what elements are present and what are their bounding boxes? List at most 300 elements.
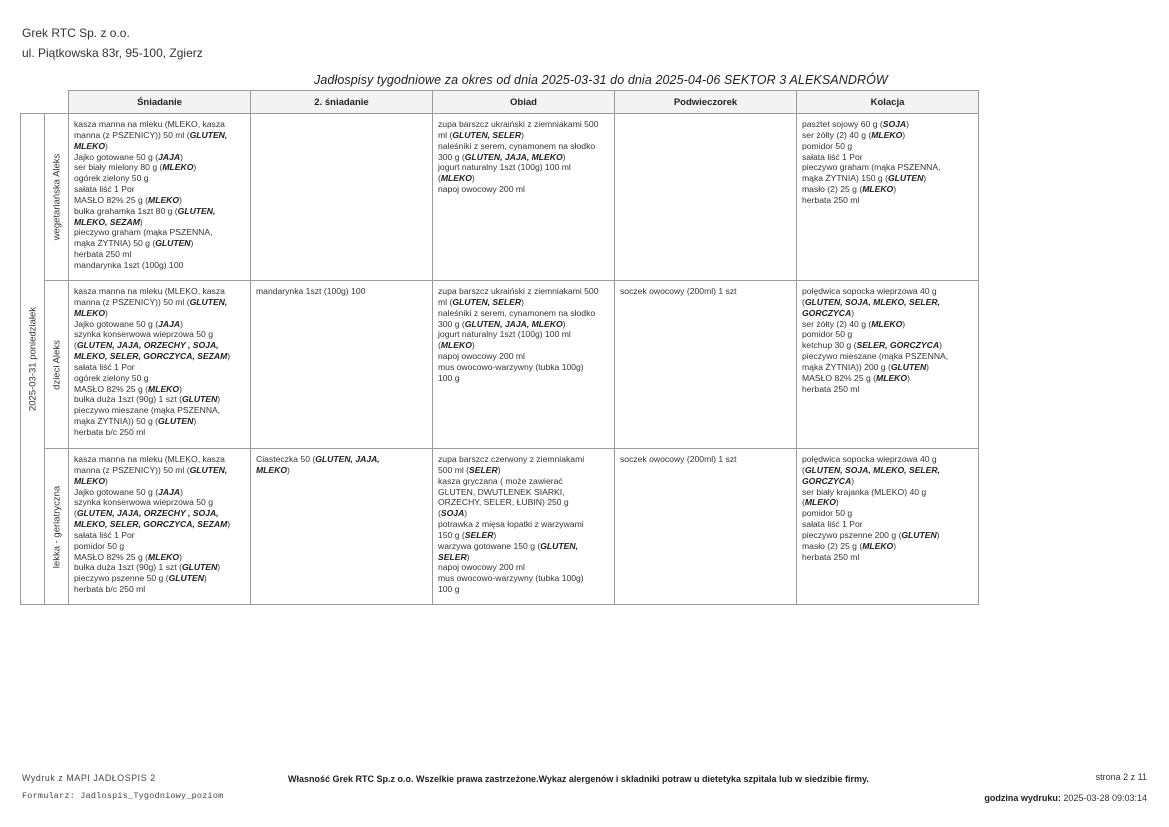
- meal-text: 300 g (: [438, 151, 465, 162]
- meal-text: potrawka z mięsa łopatki z warzywami: [438, 519, 584, 530]
- diet-row: [21, 114, 979, 281]
- meal-cell: [433, 281, 615, 449]
- allergen-text: JAJA: [158, 486, 181, 497]
- meal-text: bułka grahamka 1szt 80 g (: [74, 205, 178, 216]
- meal-text: polędwica sopocka wieprzowa 40 g: [802, 454, 937, 464]
- weekly-menu-table: [20, 90, 979, 605]
- meal-text: Jajko gotowane 50 g (: [74, 486, 159, 497]
- meal-text: szynka konserwowa wieprzowa 50 g: [74, 329, 213, 340]
- meal-text: Jajko gotowane 50 g (: [74, 318, 159, 329]
- meal-text: ): [562, 318, 566, 329]
- meal-text: sałata liść 1 Por: [802, 519, 863, 530]
- meal-text: ): [105, 475, 108, 486]
- meal-line: [438, 362, 610, 373]
- meal-cell: [433, 449, 615, 605]
- meal-text: ): [936, 529, 940, 540]
- meal-line: [256, 286, 428, 297]
- meal-text: 150 g (: [438, 529, 465, 540]
- print-time-value: 2025-03-28 09:03:14: [1063, 793, 1147, 803]
- meal-line: [438, 373, 610, 384]
- allergen-text: MLEKO: [74, 475, 106, 486]
- meal-line: [438, 573, 610, 584]
- allergen-text: GLUTEN,: [177, 205, 216, 216]
- meal-text: naleśniki z serem, cynamonem na słodko: [438, 140, 596, 151]
- meal-text: (: [802, 497, 805, 508]
- meal-text: sałata liść 1 Por: [74, 361, 135, 372]
- meal-line: [438, 487, 610, 498]
- meal-line: [438, 173, 610, 184]
- meal-line: [802, 465, 974, 476]
- meal-text: ): [471, 173, 475, 184]
- meal-line: [74, 195, 246, 206]
- meal-line: [74, 152, 246, 163]
- meal-text: ): [851, 475, 855, 486]
- meal-line: [802, 329, 974, 340]
- meal-line: [74, 465, 246, 476]
- meal-line: [620, 286, 792, 297]
- allergen-text: GLUTEN, SOJA, MLEKO, SELER,: [804, 296, 940, 307]
- meal-line: [802, 351, 974, 362]
- meal-line: [256, 454, 428, 465]
- allergen-text: MLEKO: [162, 162, 194, 173]
- column-header: 2. śniadanie: [251, 91, 433, 114]
- print-source: Wydruk z MAPI JADŁOSPIS 2: [22, 773, 156, 783]
- meal-text: ORZECHY, SELER, ŁUBIN) 250 g: [438, 497, 569, 508]
- meal-line: [438, 519, 610, 530]
- column-header: Kolacja: [797, 91, 979, 114]
- meal-text: ): [105, 140, 108, 151]
- meal-line: [74, 329, 246, 340]
- meal-text: ketchup 30 g (: [802, 340, 857, 351]
- meal-text: mus owocowo-warzywny (tubka 100g): [438, 361, 584, 372]
- diet-name-cell: [45, 281, 69, 449]
- meal-line: [802, 530, 974, 541]
- meal-text: soczek owocowy (200ml) 1 szt: [620, 454, 737, 464]
- meal-line: [802, 476, 974, 487]
- meal-line: [438, 141, 610, 152]
- page-number: strona 2 z 11: [1095, 772, 1147, 782]
- allergen-text: MLEKO: [862, 540, 894, 551]
- meal-text: ): [497, 464, 501, 475]
- allergen-text: MLEKO: [871, 318, 903, 329]
- allergen-text: SELER, GORCZYCA: [856, 340, 940, 351]
- meal-cell: [69, 449, 251, 605]
- meal-line: [438, 297, 610, 308]
- allergen-text: MLEKO: [256, 464, 288, 475]
- meal-line: [74, 541, 246, 552]
- meal-line: [802, 286, 974, 297]
- meal-line: [438, 308, 610, 319]
- meal-text: ser żółty (2) 40 g (: [802, 129, 872, 140]
- company-address: ul. Piątkowska 83r, 95-100, Zgierz: [22, 46, 203, 60]
- meal-line: [74, 427, 246, 438]
- meal-text: MASŁO 82% 25 g (: [74, 194, 149, 205]
- meal-text: ): [227, 351, 231, 362]
- meal-text: herbata b/c 250 ml: [74, 426, 146, 437]
- allergen-text: GLUTEN: [168, 573, 204, 584]
- meal-text: herbata b/c 250 ml: [74, 584, 146, 595]
- meal-text: herbata 250 ml: [802, 383, 860, 394]
- meal-text: mus owocowo-warzywny (tubka 100g): [438, 573, 584, 584]
- meal-text: MASŁO 82% 25 g (: [74, 551, 149, 562]
- meal-text: jogurt naturalny 1szt (100g) 100 ml: [438, 329, 571, 340]
- meal-line: [74, 416, 246, 427]
- meal-text: mąka ŻYTNIA) 150 g (: [802, 173, 888, 184]
- meal-text: zupa barszcz ukraiński z ziemniakami 500: [438, 119, 599, 129]
- allergen-text: MLEKO: [876, 372, 908, 383]
- meal-text: (: [802, 296, 805, 307]
- meal-line: [802, 497, 974, 508]
- meal-line: [802, 508, 974, 519]
- allergen-text: GLUTEN: [155, 238, 191, 249]
- meal-text: 500 ml (: [438, 464, 470, 475]
- meal-line: [802, 519, 974, 530]
- meal-text: pieczywo mieszane (mąka PSZENNA,: [802, 351, 949, 362]
- meal-text: ): [562, 151, 566, 162]
- meal-text: napoj owocowy 200 ml: [438, 562, 525, 573]
- meal-text: bułka duża 1szt (90g) 1 szt (: [74, 394, 182, 405]
- meal-cell: [69, 281, 251, 449]
- allergen-text: MLEKO: [871, 129, 903, 140]
- meal-text: ): [203, 573, 207, 584]
- meal-line: [74, 162, 246, 173]
- allergen-text: GLUTEN,: [189, 129, 228, 140]
- meal-line: [438, 454, 610, 465]
- meal-cell: [251, 114, 433, 281]
- meal-text: pomidor 50 g: [802, 329, 853, 340]
- allergen-text: GLUTEN: [901, 529, 937, 540]
- meal-text: ser żółty (2) 40 g (: [802, 318, 872, 329]
- meal-line: [74, 508, 246, 519]
- allergen-text: GLUTEN: [181, 562, 218, 573]
- allergen-text: MLEKO: [74, 140, 106, 151]
- meal-line: [438, 286, 610, 297]
- meal-text: pieczywo graham (mąka PSZENNA,: [802, 162, 941, 173]
- allergen-text: JAJA: [158, 151, 181, 162]
- meal-cell: [797, 281, 979, 449]
- allergen-text: GLUTEN: [181, 394, 218, 405]
- meal-text: herbata 250 ml: [802, 551, 860, 562]
- meal-text: (: [438, 508, 441, 519]
- allergen-text: GORCZYCA: [802, 307, 852, 318]
- meal-text: ): [893, 184, 897, 195]
- meal-line: [802, 173, 974, 184]
- meal-text: ): [835, 497, 839, 508]
- meal-text: pieczywo graham (mąka PSZENNA,: [74, 227, 213, 238]
- allergen-text: GLUTEN: [158, 416, 194, 427]
- meal-text: MASŁO 82% 25 g (: [74, 383, 149, 394]
- allergen-text: MLEKO: [148, 551, 180, 562]
- meal-text: ): [190, 238, 194, 249]
- meal-text: sałata liść 1 Por: [802, 151, 863, 162]
- meal-text: 300 g (: [438, 318, 465, 329]
- meal-line: [438, 476, 610, 487]
- meal-text: ): [521, 296, 524, 307]
- meal-line: [74, 584, 246, 595]
- meal-text: ): [139, 216, 143, 227]
- meal-text: ): [287, 464, 290, 475]
- allergen-text: GORCZYCA: [802, 475, 852, 486]
- meal-text: bułka duża 1szt (90g) 1 szt (: [74, 562, 182, 573]
- meal-line: [74, 141, 246, 152]
- allergen-text: MLEKO: [148, 383, 180, 394]
- meal-line: [438, 340, 610, 351]
- meal-text: ser biały mielony 80 g (: [74, 162, 163, 173]
- meal-text: ): [493, 529, 497, 540]
- allergen-text: MLEKO, SEZAM: [74, 216, 140, 227]
- meal-line: [438, 584, 610, 595]
- meal-line: [802, 184, 974, 195]
- meal-text: ): [179, 551, 182, 562]
- meal-text: masło (2) 25 g (: [802, 184, 863, 195]
- meal-line: [256, 465, 428, 476]
- meal-line: [438, 562, 610, 573]
- allergen-text: GLUTEN, JAJA, MLEKO: [464, 151, 563, 162]
- meal-text: ): [180, 151, 183, 162]
- meal-text: MASŁO 82% 25 g (: [802, 372, 877, 383]
- meal-line: [802, 130, 974, 141]
- meal-text: jogurt naturalny 1szt (100g) 100 ml: [438, 162, 571, 173]
- meal-line: [802, 487, 974, 498]
- meal-line: [802, 362, 974, 373]
- meal-line: [74, 497, 246, 508]
- meal-line: [802, 119, 974, 130]
- meal-text: ): [466, 551, 470, 562]
- meal-line: [74, 206, 246, 217]
- meal-text: kasza manna na mleku (MLEKO, kasza: [74, 454, 225, 464]
- meal-text: ): [464, 508, 468, 519]
- meal-text: ): [939, 340, 942, 351]
- meal-text: mandarynka 1szt (100g) 100: [74, 259, 184, 270]
- meal-line: [620, 454, 792, 465]
- meal-cell: [251, 281, 433, 449]
- header-spacer: [45, 91, 69, 114]
- allergen-text: GLUTEN,: [189, 464, 228, 475]
- allergen-text: GLUTEN, JAJA, MLEKO: [464, 318, 563, 329]
- meal-text: kasza manna na mleku (MLEKO, kasza: [74, 119, 225, 129]
- meal-line: [802, 152, 974, 163]
- allergen-text: SOJA: [882, 119, 907, 129]
- meal-text: pasztet sojowy 60 g (: [802, 119, 883, 129]
- meal-text: polędwica sopocka wieprzowa 40 g: [802, 286, 937, 296]
- meal-text: ): [902, 129, 906, 140]
- meal-line: [74, 308, 246, 319]
- meal-line: [74, 562, 246, 573]
- meal-text: naleśniki z serem, cynamonem na słodko: [438, 307, 596, 318]
- meal-text: sałata liść 1 Por: [74, 184, 135, 195]
- meal-text: ml (: [438, 129, 453, 140]
- allergen-text: JAJA: [158, 318, 181, 329]
- meal-text: ): [180, 486, 183, 497]
- meal-line: [74, 373, 246, 384]
- meal-line: [438, 552, 610, 563]
- meal-text: (: [438, 340, 441, 351]
- meal-text: (: [438, 173, 441, 184]
- meal-line: [74, 476, 246, 487]
- meal-line: [802, 384, 974, 395]
- allergen-text: MLEKO, SELER, GORCZYCA, SEZAM: [74, 351, 228, 362]
- meal-text: ): [217, 394, 221, 405]
- meal-line: [74, 519, 246, 530]
- meal-text: mąka ŻYTNIA)) 50 g (: [74, 416, 159, 427]
- meal-line: [74, 362, 246, 373]
- meal-text: pomidor 50 g: [802, 140, 853, 151]
- meal-text: pieczywo mieszane (mąka PSZENNA,: [74, 405, 221, 416]
- meal-line: [74, 530, 246, 541]
- meal-line: [438, 508, 610, 519]
- meal-text: pieczywo pszenne 50 g (: [74, 573, 169, 584]
- meal-text: ogórek zielony 50 g: [74, 372, 149, 383]
- table-header-row: [21, 91, 979, 114]
- meal-text: 100 g: [438, 372, 460, 383]
- meal-text: soczek owocowy (200ml) 1 szt: [620, 286, 737, 296]
- diet-row: [21, 449, 979, 605]
- print-timestamp: [984, 793, 1147, 803]
- meal-text: ml (: [438, 296, 453, 307]
- allergen-text: GLUTEN, SELER: [452, 129, 522, 140]
- meal-line: [74, 184, 246, 195]
- meal-line: [74, 297, 246, 308]
- meal-line: [438, 541, 610, 552]
- ownership-note: Własność Grek RTC Sp.z o.o. Wszelkie prawa zastrzeżone.Wykaz alergenów i skladniki potraw u dietetyka szpitala lub w siedzibie firmy.: [288, 774, 869, 784]
- meal-cell: [615, 114, 797, 281]
- meal-line: [74, 454, 246, 465]
- meal-text: ): [227, 519, 231, 530]
- meal-line: [438, 119, 610, 130]
- column-header: Obiad: [433, 91, 615, 114]
- meal-text: zupa barszcz czerwony z ziemniakami: [438, 454, 585, 464]
- meal-text: ): [906, 119, 910, 129]
- form-name: Formularz: Jadlospis_Tygodniowy_poziom: [22, 791, 224, 801]
- meal-text: sałata liść 1 Por: [74, 529, 135, 540]
- meal-line: [802, 308, 974, 319]
- meal-line: [802, 162, 974, 173]
- meal-text: zupa barszcz ukraiński z ziemniakami 500: [438, 286, 599, 296]
- meal-text: ): [521, 129, 524, 140]
- diet-name-cell: [45, 114, 69, 281]
- meal-line: [74, 217, 246, 228]
- allergen-text: GLUTEN, SELER: [452, 296, 522, 307]
- company-header: [22, 23, 203, 63]
- meal-text: herbata 250 ml: [74, 249, 132, 260]
- meal-text: warzywa gotowane 150 g (: [438, 540, 541, 551]
- meal-text: pomidor 50 g: [802, 508, 853, 519]
- allergen-text: GLUTEN, JAJA, ORZECHY , SOJA,: [76, 508, 219, 519]
- meal-line: [438, 319, 610, 330]
- meal-line: [74, 319, 246, 330]
- meal-text: (: [802, 464, 805, 475]
- allergen-text: MLEKO: [440, 173, 472, 184]
- meal-line: [74, 573, 246, 584]
- meal-text: ): [926, 361, 930, 372]
- meal-text: kasza gryczana ( może zawierać: [438, 475, 563, 486]
- allergen-text: SOJA: [440, 508, 465, 519]
- meal-line: [438, 329, 610, 340]
- diet-row: [21, 281, 979, 449]
- allergen-text: GLUTEN,: [540, 540, 578, 551]
- meal-cell: [797, 449, 979, 605]
- header-spacer: [21, 91, 45, 114]
- meal-cell: [797, 114, 979, 281]
- meal-text: herbata 250 ml: [802, 194, 860, 205]
- meal-line: [74, 394, 246, 405]
- meal-line: [74, 249, 246, 260]
- diet-name-cell: [45, 449, 69, 605]
- meal-text: ): [893, 540, 897, 551]
- meal-line: [74, 405, 246, 416]
- meal-text: ): [471, 340, 475, 351]
- meal-line: [802, 373, 974, 384]
- allergen-text: GLUTEN: [890, 361, 927, 372]
- meal-text: 100 g: [438, 584, 460, 595]
- meal-line: [802, 319, 974, 330]
- page-title: Jadłospisy tygodniowe za okres od dnia 2025-03-31 do dnia 2025-04-06 SEKTOR 3 ALEKSANDRÓW: [314, 73, 888, 87]
- meal-line: [74, 173, 246, 184]
- meal-line: [74, 340, 246, 351]
- meal-line: [438, 130, 610, 141]
- meal-line: [74, 238, 246, 249]
- allergen-text: SELER: [438, 551, 467, 562]
- meal-text: ): [193, 416, 197, 427]
- meal-text: ): [902, 318, 906, 329]
- meal-line: [802, 552, 974, 563]
- allergen-text: GLUTEN, JAJA, ORZECHY , SOJA,: [76, 340, 219, 351]
- meal-line: [74, 487, 246, 498]
- meal-text: napoj owocowy 200 ml: [438, 184, 525, 195]
- meal-line: [438, 351, 610, 362]
- allergen-text: SELER: [464, 529, 494, 540]
- day-date-cell: [21, 114, 45, 605]
- meal-text: Jajko gotowane 50 g (: [74, 151, 159, 162]
- allergen-text: GLUTEN, JAJA,: [315, 454, 380, 464]
- meal-line: [438, 465, 610, 476]
- print-time-label: godzina wydruku:: [984, 793, 1061, 803]
- meal-line: [74, 130, 246, 141]
- allergen-text: MLEKO: [862, 184, 894, 195]
- meal-text: ): [180, 318, 183, 329]
- meal-line: [802, 541, 974, 552]
- meal-text: manna (z PSZENICY)) 50 ml (: [74, 296, 190, 307]
- meal-text: mąka ŻYTNIA)) 200 g (: [802, 361, 891, 372]
- meal-text: ser biały krajanka (MLEKO) 40 g: [802, 486, 927, 497]
- meal-text: napoj owocowy 200 ml: [438, 351, 525, 362]
- meal-line: [74, 552, 246, 563]
- meal-text: masło (2) 25 g (: [802, 540, 863, 551]
- meal-cell: [251, 449, 433, 605]
- allergen-text: MLEKO: [74, 307, 106, 318]
- meal-text: Ciasteczka 50 (: [256, 454, 316, 464]
- meal-text: ): [851, 307, 855, 318]
- meal-text: pieczywo pszenne 200 g (: [802, 529, 902, 540]
- meal-line: [438, 152, 610, 163]
- meal-text: ): [179, 383, 182, 394]
- meal-cell: [615, 449, 797, 605]
- meal-text: ): [179, 194, 182, 205]
- meal-text: (: [74, 340, 77, 351]
- meal-cell: [69, 114, 251, 281]
- meal-text: pomidor 50 g: [74, 540, 125, 551]
- meal-text: GLUTEN, DWUTLENEK SIARKI,: [438, 486, 565, 497]
- meal-text: ): [193, 162, 197, 173]
- meal-line: [802, 141, 974, 152]
- diet-name: dzieci Aleks: [51, 339, 62, 390]
- meal-line: [802, 340, 974, 351]
- diet-name: wegetariańska Aleks: [51, 153, 62, 241]
- meal-text: ogórek zielony 50 g: [74, 173, 149, 184]
- meal-text: (: [74, 508, 77, 519]
- meal-text: manna (z PSZENICY)) 50 ml (: [74, 129, 190, 140]
- meal-line: [74, 119, 246, 130]
